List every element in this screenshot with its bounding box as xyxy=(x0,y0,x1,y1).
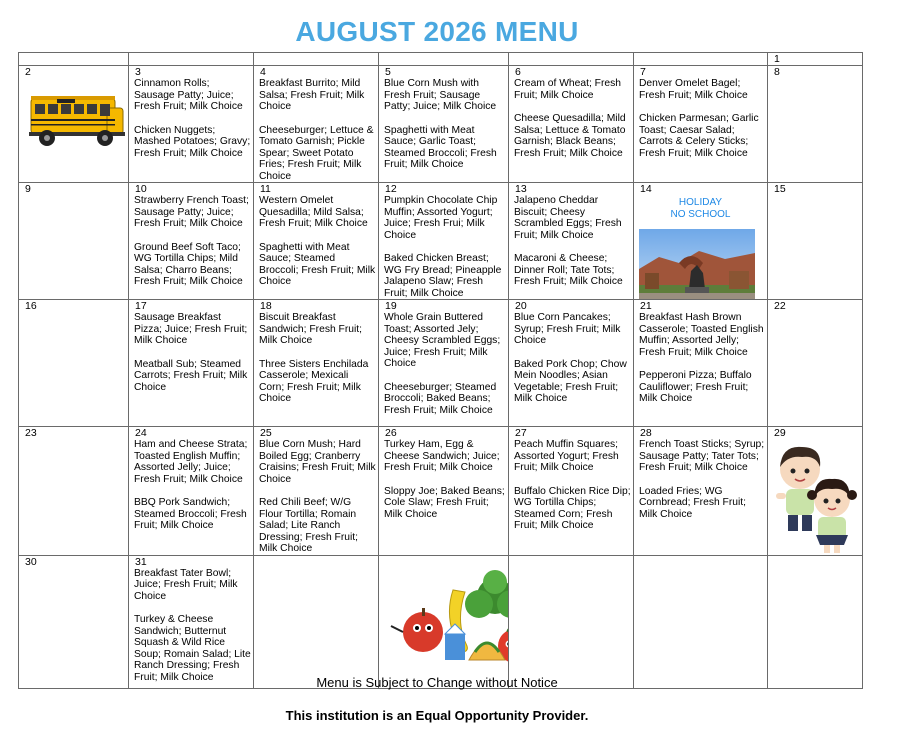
day-cell xyxy=(379,183,509,300)
day-cell xyxy=(254,555,379,688)
day-number: 6 xyxy=(515,66,521,78)
day-number: 29 xyxy=(774,427,786,439)
day-number: 20 xyxy=(515,300,527,312)
day-cell xyxy=(129,555,254,688)
day-number: 24 xyxy=(135,427,147,439)
lunch-menu: Sloppy Joe; Baked Beans; Cole Slaw; Fresh Fruit; Milk Choice xyxy=(384,485,505,520)
day-cell xyxy=(509,555,634,688)
day-number: 17 xyxy=(135,300,147,312)
header-cell xyxy=(129,53,254,66)
lunch-menu: Baked Chicken Breast; WG Fry Bread; Pineapple Jalapeno Slaw; Fresh Fruit; Milk Choice xyxy=(384,253,502,299)
page-title: AUGUST 2026 MENU xyxy=(295,16,579,47)
day-number: 8 xyxy=(774,66,780,78)
day-cell xyxy=(634,300,768,427)
day-number: 9 xyxy=(25,183,31,195)
breakfast-menu: Jalapeno Cheddar Biscuit; Cheesy Scrambled Eggs; Fresh Fruit; Milk Choice xyxy=(514,195,622,241)
breakfast-menu: Sausage Breakfast Pizza; Juice; Fresh Fruit; Milk Choice xyxy=(134,312,248,346)
day-cell xyxy=(129,183,254,300)
monument-photo xyxy=(639,229,755,300)
lunch-menu: Macaroni & Cheese; Dinner Roll; Tate Tots; Fresh Fruit; Milk Choice xyxy=(514,253,623,287)
breakfast-menu: French Toast Sticks; Syrup; Sausage Patty; Tater Tots; Fresh Fruit; Milk Choice xyxy=(639,439,765,473)
day-number: 25 xyxy=(260,427,272,439)
breakfast-menu: Peach Muffin Squares; Assorted Yogurt; Fresh Fruit; Milk Choice xyxy=(514,439,619,473)
day-number: 27 xyxy=(515,427,527,439)
day-cell xyxy=(768,66,863,183)
day-number: 30 xyxy=(25,555,37,568)
breakfast-menu: Turkey Ham, Egg & Cheese Sandwich; Juice; Fresh Fruit; Milk Choice xyxy=(384,439,500,473)
day-cell xyxy=(768,300,863,427)
header-cell xyxy=(19,53,129,66)
day-number: 5 xyxy=(385,66,391,78)
day-cell xyxy=(768,183,863,300)
lunch-menu: Turkey & Cheese Sandwich; Butternut Squash & Wild Rice Soup; Romain Salad; Lite Ranch Dressing; Fresh Fruit; Milk Choice xyxy=(134,614,251,683)
day-number xyxy=(509,556,633,557)
lunch-menu: Chicken Nuggets; Mashed Potatoes; Gravy; Fresh Fruit; Milk Choice xyxy=(134,124,251,159)
day-cell xyxy=(634,427,768,556)
day-cell xyxy=(19,183,129,300)
lunch-menu: Red Chili Beef; W/G Flour Tortilla; Romain Salad; Lite Ranch Dressing; Fresh Fruit; Milk Choice xyxy=(259,497,358,554)
day-cell xyxy=(768,555,863,688)
day-cell xyxy=(379,427,509,556)
day-number xyxy=(19,53,128,54)
day-number: 1 xyxy=(774,53,780,65)
day-number: 7 xyxy=(640,66,646,78)
day-number: 26 xyxy=(385,427,397,439)
lunch-menu: Three Sisters Enchilada Casserole; Mexicali Corn; Fresh Fruit; Milk Choice xyxy=(259,358,369,404)
holiday-label: HOLIDAY xyxy=(678,197,723,208)
day-cell xyxy=(129,66,254,183)
breakfast-menu: Blue Corn Pancakes; Syrup; Fresh Fruit; Milk Choice xyxy=(514,312,621,346)
day-number xyxy=(634,53,767,54)
day-number xyxy=(509,53,633,54)
holiday-label: NO SCHOOL xyxy=(670,209,731,220)
header-cell xyxy=(254,53,379,66)
lunch-menu: Spaghetti with Meat Sauce; Garlic Toast; Steamed Broccoli; Fresh Fruit; Milk Choice xyxy=(384,124,497,170)
lunch-menu: Cheeseburger; Steamed Broccoli; Baked Beans; Fresh Fruit; Milk Choice xyxy=(384,381,497,416)
school-bus-image xyxy=(27,86,127,157)
lunch-menu: Spaghetti with Meat Sauce; Steamed Broccoli; Fresh Fruit; Milk Choice xyxy=(259,241,376,287)
day-cell xyxy=(19,300,129,427)
lunch-menu: BBQ Pork Sandwich; Steamed Broccoli; Fresh Fruit; Milk Choice xyxy=(134,497,247,531)
day-cell xyxy=(379,555,509,688)
day-number: 28 xyxy=(640,427,652,439)
week-row xyxy=(19,427,863,556)
breakfast-menu: Western Omelet Quesadilla; Mild Salsa; Fresh Fruit; Milk Choice xyxy=(259,195,368,229)
day-number: 13 xyxy=(515,183,527,195)
breakfast-menu: Cream of Wheat; Fresh Fruit; Milk Choice xyxy=(514,78,622,101)
day-cell xyxy=(19,427,129,556)
breakfast-menu: Denver Omelet Bagel; Fresh Fruit; Milk Choice xyxy=(639,78,748,101)
day-number: 2 xyxy=(25,66,31,78)
breakfast-menu: Cinnamon Rolls; Sausage Patty; Juice; Fresh Fruit; Milk Choice xyxy=(134,78,243,112)
week-row xyxy=(19,183,863,300)
day-cell xyxy=(254,427,379,556)
day-number: 16 xyxy=(25,300,37,312)
day-number: 21 xyxy=(640,300,652,312)
lunch-menu: Meatball Sub; Steamed Carrots; Fresh Fruit; Milk Choice xyxy=(134,358,248,393)
lunch-menu: Ground Beef Soft Taco; WG Tortilla Chips; Mild Salsa; Charro Beans; Fresh Fruit; Milk Choice xyxy=(134,241,243,287)
day-cell xyxy=(768,427,863,556)
header-cell xyxy=(509,53,634,66)
day-number xyxy=(254,556,378,557)
day-cell xyxy=(129,427,254,556)
breakfast-menu: Breakfast Hash Brown Casserole; Toasted English Muffin; Assorted Jelly; Fresh Fruit; Milk Choice xyxy=(639,312,764,358)
day-number: 18 xyxy=(260,300,272,312)
week-row xyxy=(19,300,863,427)
day-cell xyxy=(19,66,129,183)
day-number xyxy=(129,53,253,54)
breakfast-menu: Biscuit Breakfast Sandwich; Fresh Fruit; Milk Choice xyxy=(259,312,363,346)
day-number: 15 xyxy=(774,183,786,195)
day-cell xyxy=(509,183,634,300)
day-cell xyxy=(634,183,768,300)
breakfast-menu: Breakfast Burrito; Mild Salsa; Fresh Fruit; Milk Choice xyxy=(259,78,365,112)
day-cell xyxy=(634,66,768,183)
day-number: 22 xyxy=(774,300,786,312)
day-number: 31 xyxy=(135,555,147,568)
day-number xyxy=(379,53,508,54)
day-number: 3 xyxy=(135,66,141,78)
day-number xyxy=(634,556,767,557)
breakfast-menu: Pumpkin Chocolate Chip Muffin; Assorted Yogurt; Juice; Fresh Frui; Milk Choice xyxy=(384,195,498,241)
fruits-vegetables-illustration xyxy=(383,560,509,681)
header-cell xyxy=(379,53,509,66)
day-number: 23 xyxy=(25,427,37,439)
change-notice: Menu is Subject to Change without Notice xyxy=(316,675,558,690)
lunch-menu: Chicken Parmesan; Garlic Toast; Caesar Salad; Carrots & Celery Sticks; Fresh Fruit; Milk Choice xyxy=(639,113,759,159)
day-number: 12 xyxy=(385,183,397,195)
breakfast-menu: Whole Grain Buttered Toast; Assorted Jely; Cheesy Scrambled Eggs; Juice; Fresh Fruit; Milk Choice xyxy=(384,312,501,369)
lunch-menu: Cheese Quesadilla; Mild Salsa; Lettuce & Tomato Garnish; Black Beans; Fresh Fruit; Milk Choice xyxy=(514,113,626,159)
day-cell xyxy=(509,427,634,556)
lunch-menu: Cheeseburger; Lettuce & Tomato Garnish; Pickle Spear; Sweet Potato Fries; Fresh Fruit; Milk Choice xyxy=(259,124,374,182)
breakfast-menu: Strawberry French Toast; Sausage Patty; Juice; Fresh Fruit; Milk Choice xyxy=(134,195,249,229)
day-cell xyxy=(379,66,509,183)
breakfast-menu: Ham and Cheese Strata; Toasted English Muffin; Assorted Jelly; Juice; Fresh Fruit; Milk Choice xyxy=(134,439,248,485)
day-number xyxy=(768,556,862,557)
day-cell xyxy=(634,555,768,688)
day-number xyxy=(254,53,378,54)
day-number: 14 xyxy=(640,183,652,195)
breakfast-menu: Breakfast Tater Bowl; Juice; Fresh Fruit; Milk Choice xyxy=(134,567,238,602)
week-row xyxy=(19,66,863,183)
day-cell xyxy=(129,300,254,427)
kids-illustration xyxy=(770,437,862,555)
day-cell xyxy=(379,300,509,427)
day-cell xyxy=(509,66,634,183)
day-cell xyxy=(19,555,129,688)
day-cell xyxy=(254,300,379,427)
day-number: 19 xyxy=(385,300,397,312)
day-number: 10 xyxy=(135,183,147,195)
day-number: 4 xyxy=(260,66,266,78)
lunch-menu: Baked Pork Chop; Chow Mein Noodles; Asian Vegetable; Fresh Fruit; Milk Choice xyxy=(514,358,627,404)
day-number xyxy=(379,556,508,557)
breakfast-menu: Blue Corn Mush; Hard Boiled Egg; Cranberry Craisins; Fresh Fruit; Milk Choice xyxy=(259,439,376,485)
header-cell xyxy=(768,53,863,66)
lunch-menu: Pepperoni Pizza; Buffalo Cauliflower; Fresh Fruit; Milk Choice xyxy=(639,370,752,404)
day-cell xyxy=(254,66,379,183)
menu-calendar xyxy=(18,52,863,689)
breakfast-menu: Blue Corn Mush with Fresh Fruit; Sausage Patty; Juice; Milk Choice xyxy=(384,78,497,112)
day-number: 11 xyxy=(260,183,271,195)
calendar-header-row xyxy=(19,53,863,66)
day-cell xyxy=(509,300,634,427)
lunch-menu: Buffalo Chicken Rice Dip; WG Tortilla Chips; Steamed Corn; Fresh Fruit; Milk Choice xyxy=(514,485,631,531)
week-row xyxy=(19,555,863,688)
equal-opportunity-statement: This institution is an Equal Opportunity Provider. xyxy=(285,708,589,723)
header-cell xyxy=(634,53,768,66)
day-cell xyxy=(254,183,379,300)
lunch-menu: Loaded Fries; WG Cornbread; Fresh Fruit; Milk Choice xyxy=(639,485,747,520)
